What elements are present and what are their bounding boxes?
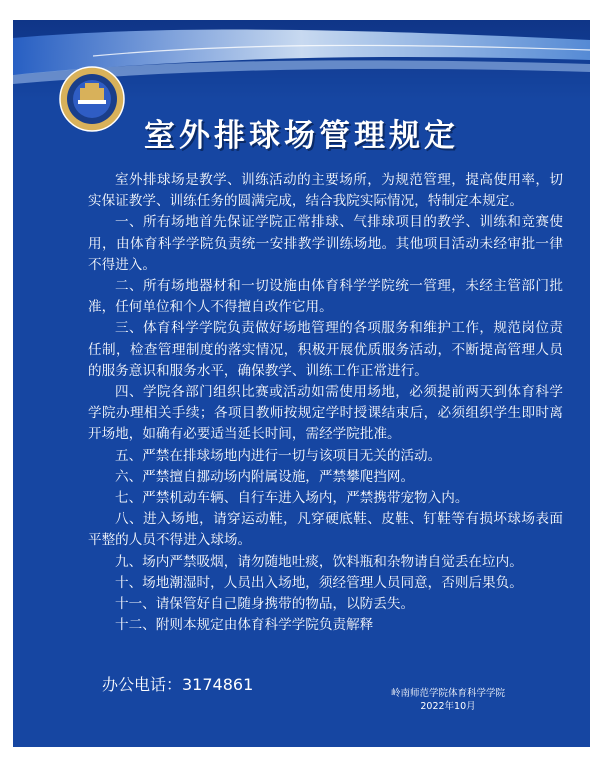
paragraph-rule-10: 十、场地潮湿时，人员出入场地，须经管理人员同意，否则后果负。 [115, 574, 523, 591]
paragraph-rule-1: 一、所有场地首先保证学院正常排球、气排球项目的教学、训练和竞赛使用，由体育科学学院负责统一安排教学训练场地。其他项目活动未经审批一律不得进入。 [88, 214, 563, 273]
signature-org: 岭南师范学院体育科学学院 [390, 688, 505, 699]
page-title: 室外排球场管理规定 [144, 118, 459, 154]
paragraph-rule-9: 九、场内严禁吸烟，请勿随地吐痰，饮料瓶和杂物请自觉丢在垃内。 [115, 553, 523, 570]
signature-block [368, 687, 528, 713]
regulation-text [88, 170, 563, 636]
paragraph-intro: 室外排球场是教学、训练活动的主要场所，为规范管理，提高使用率，切实保证教学、训练任务的圆满完成，结合我院实际情况，特制定本规定。 [88, 172, 563, 210]
paragraph-rule-4: 四、学院各部门组织比赛或活动如需使用场地，必须提前两天到体育科学学院办理相关手续；各项目教师按规定学时授课结束后，必须组织学生即时离开场地，如确有必要适当延长时间，需经学院批准。 [88, 384, 563, 443]
paragraph-rule-5: 五、严禁在排球场地内进行一切与该项目无关的活动。 [115, 447, 442, 464]
notice-board [13, 20, 590, 747]
signature-date: 2022年10月 [420, 701, 476, 712]
paragraph-rule-8: 八、进入场地，请穿运动鞋，凡穿硬底鞋、皮鞋、钉鞋等有损坏球场表面平整的人员不得进入球场。 [88, 511, 563, 549]
paragraph-rule-7: 七、严禁机动车辆、自行车进入场内，严禁携带宠物入内。 [115, 490, 469, 507]
paragraph-rule-6: 六、严禁擅自挪动场内附属设施，严禁攀爬挡网。 [115, 468, 415, 485]
paragraph-rule-11: 十一、请保管好自己随身携带的物品，以防丢失。 [115, 596, 415, 613]
paragraph-rule-3: 三、体育科学学院负责做好场地管理的各项服务和维护工作，规范岗位责任制，检查管理制度的落实情况，积极开展优质服务活动，不断提高管理人员的服务意识和服务水平，确保教学、训练工作正常进行。 [88, 320, 563, 379]
paragraph-rule-2: 二、所有场地器材和一切设施由体育科学学院统一管理，未经主管部门批准，任何单位和个人不得擅自改作它用。 [88, 278, 563, 316]
paragraph-rule-12: 十二、附则本规定由体育科学学院负责解释 [115, 617, 374, 634]
office-phone: 办公电话：3174861 [102, 675, 254, 694]
